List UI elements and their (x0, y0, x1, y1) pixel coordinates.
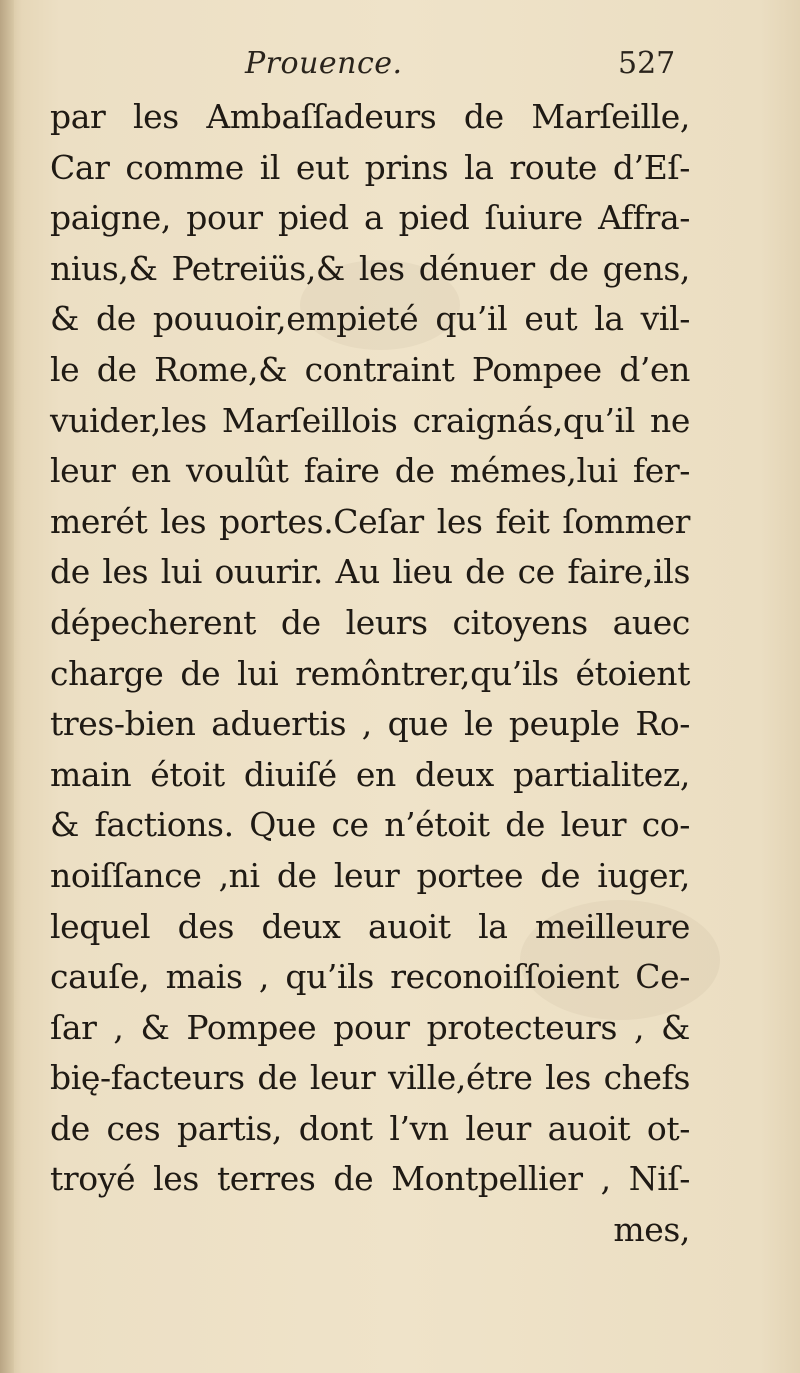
running-head-title: Prouence. (245, 46, 403, 81)
page-number: 527 (618, 46, 676, 81)
running-head (0, 46, 800, 96)
text-line: cauſe, mais , qu’ils reconoiſſoient Ce- (50, 957, 690, 997)
text-line: troyé les terres de Montpellier , Niſ- (50, 1159, 690, 1199)
text-line: & factions. Que ce n’étoit de leur co- (50, 805, 690, 845)
page-gutter (0, 0, 14, 1373)
text-line: lequel des deux auoit la meilleure (50, 906, 690, 946)
text-line: nius,& Petreiüs,& les dénuer de gens, (50, 248, 690, 288)
text-line: Car comme il eut prins la route d’Eſ- (50, 147, 690, 187)
text-line: de les lui ouurir. Au lieu de ce faire,ils (50, 552, 690, 592)
text-line: vuider,les Marſeillois craignás,qu’il ne (50, 400, 690, 440)
text-line: leur en voulût faire de mémes,lui fer- (50, 451, 690, 491)
text-line: & de pouuoir,empieté qu’il eut la vil- (50, 299, 690, 339)
body-text (50, 92, 690, 1256)
text-line: charge de lui remôntrer,qu’ils étoient (50, 653, 690, 693)
text-line: par les Ambaſſadeurs de Marſeille, (50, 97, 690, 136)
text-line: noiſſance ,ni de leur portee de iuger, (50, 855, 690, 895)
text-line: ſar , & Pompee pour protecteurs , & (50, 1007, 690, 1047)
text-line: main étoit diuiſé en deux partialitez, (50, 754, 690, 794)
text-line: dépecherent de leurs citoyens auec (50, 602, 690, 642)
text-line: de ces partis, dont l’vn leur auoit ot- (50, 1108, 690, 1148)
catchword: mes, (613, 1210, 690, 1250)
text-line: merét les portes.Ceſar les feit ſommer (50, 501, 690, 541)
text-line: bię-facteurs de leur ville,étre les chefs (50, 1058, 690, 1098)
text-line: paigne, pour pied a pied ſuiure Affra- (50, 198, 690, 238)
text-line: tres-bien aduertis , que le peuple Ro- (50, 704, 690, 744)
text-line: le de Rome,& contraint Pompee d’en (50, 349, 690, 389)
